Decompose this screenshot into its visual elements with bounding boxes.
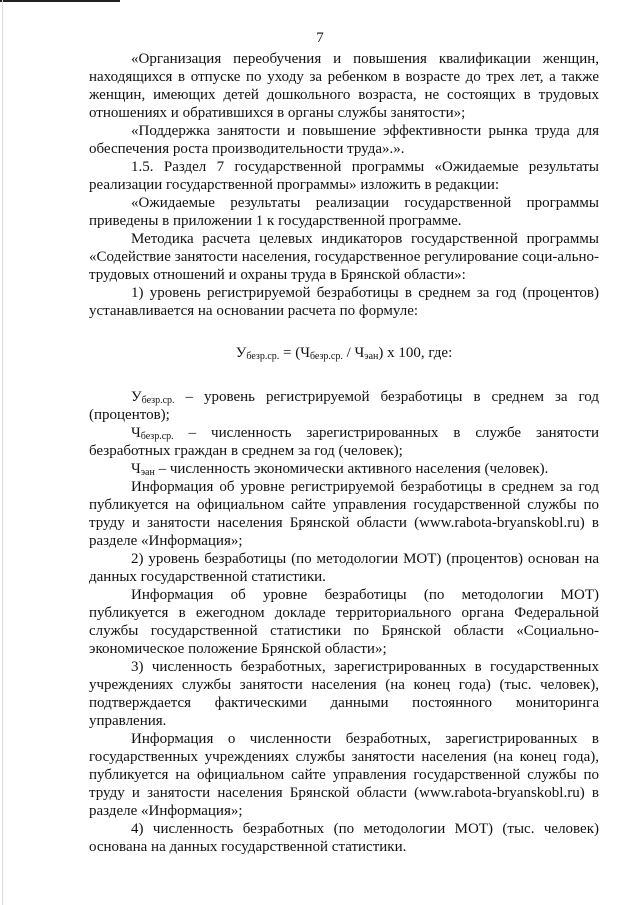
paragraph: «Поддержка занятости и повышение эффективности рынка труда для обеспечения роста производительности труда».». bbox=[89, 123, 599, 157]
paragraph: Информация об уровне безработицы (по методологии МОТ) публикуется в ежегодном докладе территориального органа Федеральной службы государственной статистики по Брянской области «Социально-экономическое положение Брянской области»; bbox=[89, 587, 599, 657]
document-body bbox=[89, 50, 599, 856]
paragraph: 1) уровень регистрируемой безработицы в среднем за год (процентов) устанавливается на основании расчета по формуле: bbox=[89, 285, 599, 319]
paragraph: Методика расчета целевых индикаторов государственной программы «Содействие занятости населения, государственное регулирование соци-ально-трудовых отношений и охраны труда в Брянской области»: bbox=[89, 231, 599, 283]
formula: $У_{безр.ср.} = (Ч_{безр.ср.} / Ч_{эан})$ x 100, где: bbox=[235, 345, 453, 362]
paragraph: Информация об уровне регистрируемой безработицы в среднем за год публикуется на официальном сайте управления государственной службы по труду и занятости населения Брянской области (www.rabota-bryanskobl.ru) в разделе «Информация»; bbox=[89, 479, 599, 549]
page-number: 7 bbox=[316, 30, 324, 46]
paragraph: 1.5. Раздел 7 государственной программы «Ожидаемые результаты реализации государственной программы» изложить в редакции: bbox=[89, 159, 599, 193]
scan-mark-top bbox=[0, 0, 120, 2]
paragraph: «Ожидаемые результаты реализации государственной программы приведены в приложении 1 к государственной программе. bbox=[89, 195, 599, 229]
paragraph: 4) численность безработных (по методологии МОТ) (тыс. человек) основана на данных государственной статистики. bbox=[89, 821, 599, 855]
definition-ek: $Ч_{эан}$ – численность экономически активного населения (человек). bbox=[131, 461, 549, 478]
paragraph: 3) численность безработных, зарегистрированных в государственных учреждениях службы занятости населения (на конец года) (тыс. человек), подтверждается фактическими данными постоянного мониторинга управления. bbox=[89, 659, 599, 729]
definition-ch: $Ч_{безр.ср.}$ – численность зарегистрированных в службе занятости безработных граждан в среднем за год (человек); bbox=[89, 425, 599, 459]
paragraph: Информация о численности безработных, зарегистрированных в государственных учреждениях службы занятости населения (на конец года), публикуется на официальном сайте управления государственной службы по труду и занятости населения Брянской области (www.rabota-bryanskobl.ru) в разделе «Информация»; bbox=[89, 731, 599, 819]
definition-u: $У_{безр.ср.}$ – уровень регистрируемой безработицы в среднем за год (процентов); bbox=[89, 389, 599, 423]
paragraph: 2) уровень безработицы (по методологии МОТ) (процентов) основан на данных государственной статистики. bbox=[89, 551, 599, 585]
paragraph: «Организация переобучения и повышения квалификации женщин, находящихся в отпуске по уходу за ребенком в возрасте до трех лет, а также женщин, имеющих детей дошкольного возраста, не состоящих в трудовых отношениях и обратившихся в органы службы занятости»; bbox=[89, 51, 599, 121]
scan-edge-left bbox=[2, 0, 3, 905]
